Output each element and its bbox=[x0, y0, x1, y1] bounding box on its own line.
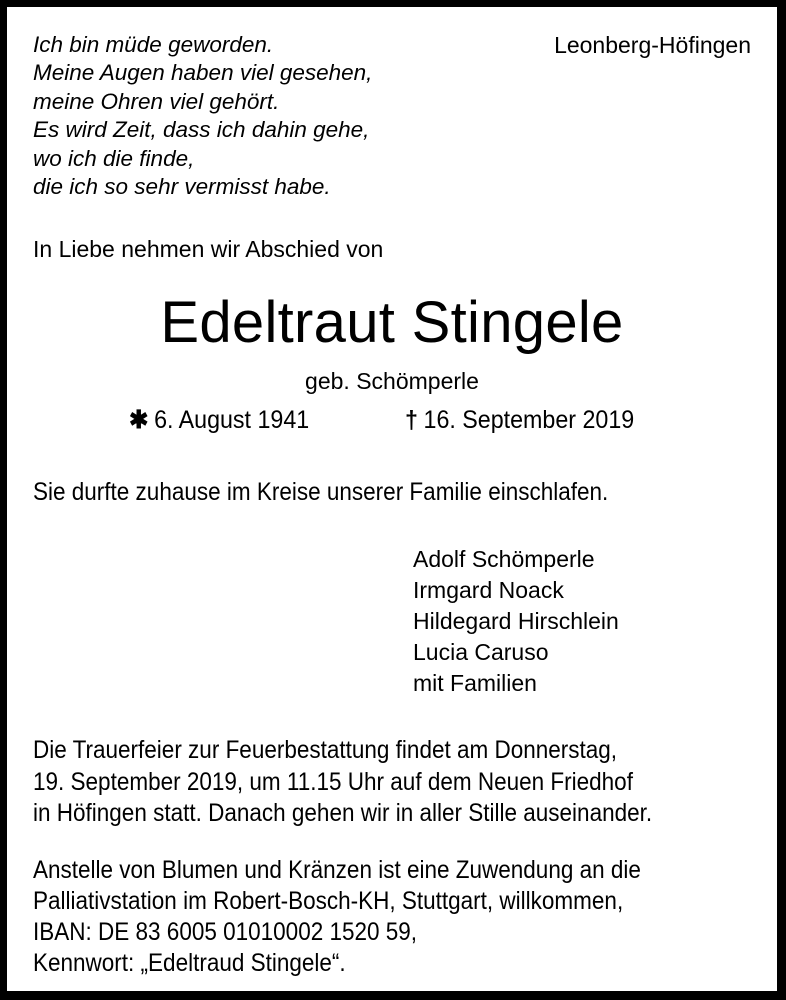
birth-date: 6. August 1941 bbox=[154, 406, 310, 434]
poem-line: Meine Augen haben viel gesehen, bbox=[33, 60, 373, 86]
family-member: Lucia Caruso bbox=[413, 639, 549, 665]
donation-line: Anstelle von Blumen und Kränzen ist eine Zuwendung an die bbox=[33, 856, 641, 884]
service-details bbox=[33, 735, 652, 830]
poem-line: die ich so sehr vermisst habe. bbox=[33, 174, 331, 200]
donation-line: IBAN: DE 83 6005 01010002 1520 59, bbox=[33, 918, 418, 946]
family-list bbox=[413, 544, 619, 699]
poem-line: meine Ohren viel gehört. bbox=[33, 88, 280, 114]
deceased-name: Edeltraut Stingele bbox=[160, 290, 624, 355]
birth-date-group bbox=[129, 405, 309, 435]
intro-text: In Liebe nehmen wir Abschied von bbox=[33, 236, 384, 262]
family-member: mit Familien bbox=[413, 670, 537, 696]
family-member: Hildegard Hirschlein bbox=[413, 608, 619, 634]
service-line: 19. September 2019, um 11.15 Uhr auf dem Neuen Friedhof bbox=[33, 767, 633, 796]
place-name: Leonberg-Höfingen bbox=[554, 32, 751, 58]
poem-line: Es wird Zeit, dass ich dahin gehe, bbox=[33, 117, 370, 143]
service-line: Die Trauerfeier zur Feuerbestattung findet am Donnerstag, bbox=[33, 736, 618, 764]
family-member: Adolf Schömperle bbox=[413, 546, 595, 572]
asterisk-birth-icon: ✱ bbox=[129, 406, 149, 434]
death-date: 16. September 2019 bbox=[423, 406, 635, 434]
birth-name: geb. Schömperle bbox=[305, 368, 479, 394]
poem bbox=[33, 31, 372, 201]
peace-statement: Sie durfte zuhause im Kreise unserer Familie einschlafen. bbox=[33, 478, 609, 506]
death-date-group bbox=[405, 405, 634, 435]
poem-line: Ich bin müde geworden. bbox=[33, 32, 274, 57]
poem-line: wo ich die finde, bbox=[33, 145, 195, 171]
donation-details bbox=[33, 855, 641, 979]
donation-line: Palliativstation im Robert-Bosch-KH, Stuttgart, willkommen, bbox=[33, 887, 624, 915]
cross-death-icon: † bbox=[405, 406, 418, 434]
service-line: in Höfingen statt. Danach gehen wir in aller Stille auseinander. bbox=[33, 799, 653, 827]
family-member: Irmgard Noack bbox=[413, 577, 564, 603]
donation-line: Kennwort: „Edeltraud Stingele“. bbox=[33, 949, 346, 977]
